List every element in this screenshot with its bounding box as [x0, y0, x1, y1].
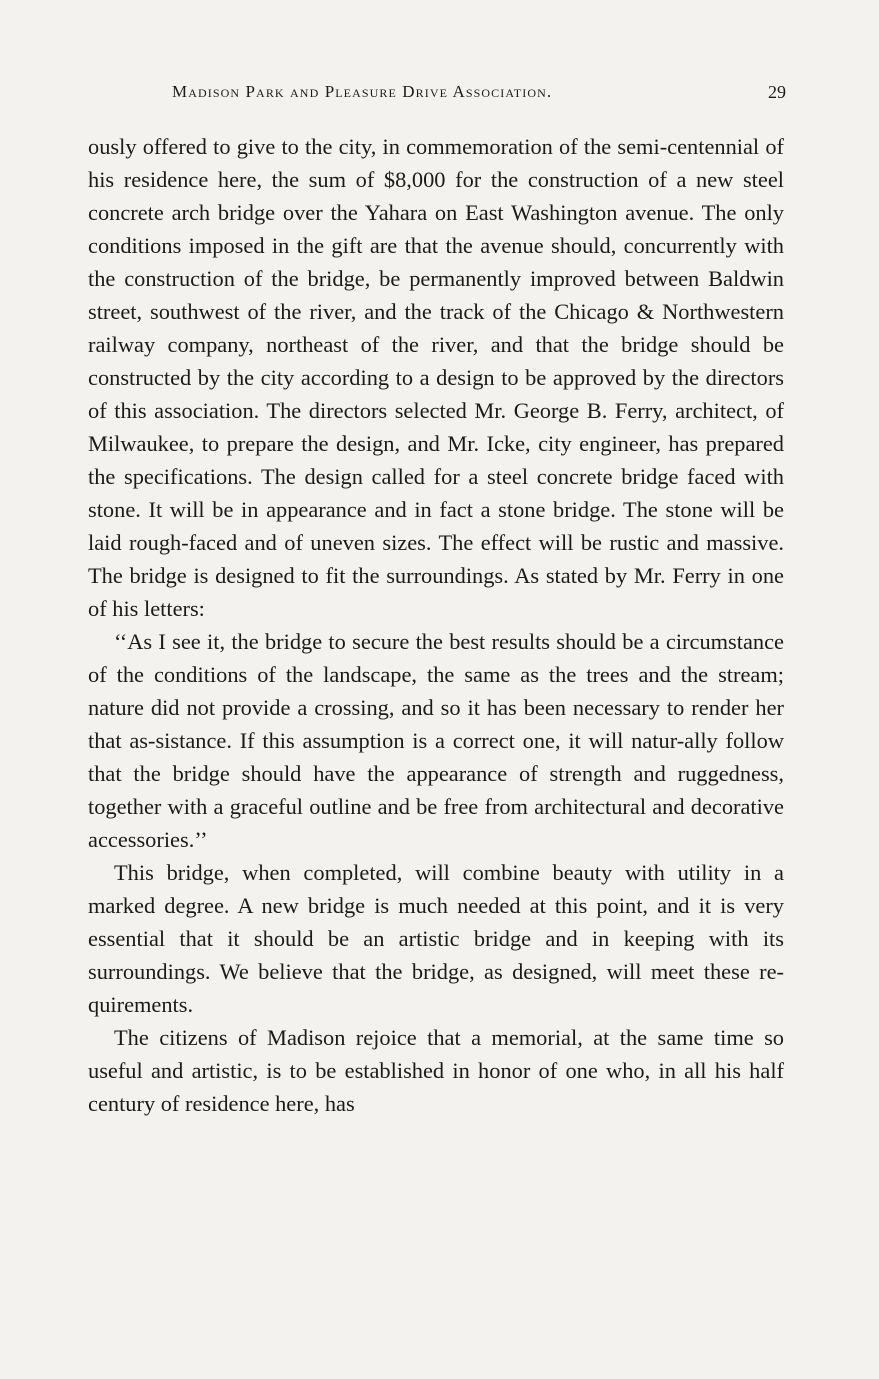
paragraph-bridge-utility: This bridge, when completed, will combine beauty with utility in a marked degree. A new bridge is much needed at this point, and it is very essential that it should be an artistic bridge and in keeping with its surroundings. We believe that the bridge, as designed, will meet these re-quirements.	[88, 860, 784, 1017]
body-text	[88, 130, 784, 1360]
paragraph-citizens: The citizens of Madison rejoice that a memorial, at the same time so useful and artistic, is to be established in honor of one who, in all his half century of residence here, has	[88, 1025, 784, 1116]
running-head: Madison Park and Pleasure Drive Association.	[172, 82, 553, 101]
page-number: 29	[768, 82, 786, 102]
page-header	[88, 82, 788, 112]
paragraph-continued: ously offered to give to the city, in commemoration of the semi-centennial of his residence here, the sum of $8,000 for the construction of a new steel concrete arch bridge over the Yahara on East Washington avenue. The only conditions imposed in the gift are that the avenue should, concurrently with the construction of the bridge, be permanently improved between Baldwin street, southwest of the river, and the track of the Chicago & Northwestern railway company, northeast of the river, and that the bridge should be constructed by the city according to a design to be approved by the directors of this association. The directors selected Mr. George B. Ferry, architect, of Milwaukee, to prepare the design, and Mr. Icke, city engineer, has prepared the specifications. The design called for a steel concrete bridge faced with stone. It will be in appearance and in fact a stone bridge. The stone will be laid rough-faced and of uneven sizes. The effect will be rustic and massive. The bridge is designed to fit the surroundings. As stated by Mr. Ferry in one of his letters:	[88, 134, 784, 621]
paragraph-quotation: ‘‘As I see it, the bridge to secure the best results should be a circumstance of the conditions of the landscape, the same as the trees and the stream; nature did not provide a crossing, and so it has been necessary to render her that as-sistance. If this assumption is a correct one, it will natur-ally follow that the bridge should have the appearance of strength and ruggedness, together with a graceful outline and be free from architectural and decorative accessories.’’	[88, 629, 784, 852]
